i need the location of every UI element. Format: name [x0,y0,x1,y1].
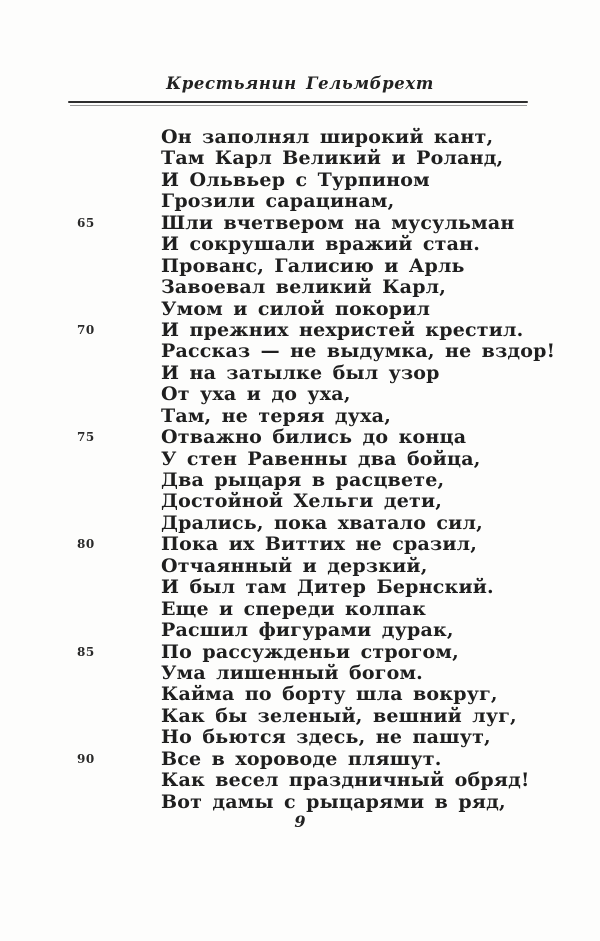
poem-line-text: Рассказ — не выдумка, не вздор! [161,340,556,363]
poem-line-text: Достойной Хельги дети, [161,490,443,513]
poem-line-text: Там, не теряя духа, [161,404,392,427]
header-rule [68,101,528,106]
line-number: 65 [77,215,95,230]
poem-line-text: Расшил фигурами дурак, [161,619,454,642]
poem-line [0,148,600,169]
poem-line [0,642,600,663]
header-rule-thin-line [70,105,527,106]
poem-line-text: Грозили сарацинам, [161,190,395,213]
poem-line [0,599,600,620]
poem-line [0,727,600,748]
poem-line [0,299,600,320]
poem-line [0,620,600,641]
poem-line-text: И Ольвьер с Турпином [161,168,430,191]
line-number: 80 [77,537,95,552]
poem-line [0,277,600,298]
poem-line-text: Шли вчетвером на мусульман [161,211,515,234]
poem-line [0,363,600,384]
poem-line [0,127,600,148]
poem-line [0,577,600,598]
poem-line-text: И сокрушали вражий стан. [161,233,481,256]
line-number: 85 [77,644,95,659]
poem-line [0,749,600,770]
poem-line-text: Еще и спереди колпак [161,597,426,620]
poem-line-text: Два рыцаря в расцвете, [161,469,445,491]
poem-line-text: Ума лишенный богом. [161,661,423,684]
poem-line [0,213,600,234]
poem-line [0,449,600,470]
poem-line [0,170,600,191]
poem-line-text: Отважно бились до конца [161,426,467,449]
header-rule-thick-line [68,101,528,103]
poem-line-text: Умом и силой покорил [161,297,431,320]
poem-line [0,406,600,427]
page-number: 9 [294,812,306,831]
poem-line-text: Там Карл Великий и Роланд, [161,147,504,170]
poem-line-text: Все в хороводе пляшут. [161,747,442,770]
poem-line [0,706,600,727]
poem-line-text: Пока их Виттих не сразил, [161,533,478,556]
poem-line [0,491,600,512]
poem-line [0,513,600,534]
poem-line [0,792,600,813]
line-number: 75 [77,430,95,445]
poem-line-text: И прежних нехристей крестил. [161,318,524,341]
poem-line-text: Прованс, Галисию и Арль [161,254,465,277]
poem-line-text: У стен Равенны два бойца, [161,447,481,470]
poem-line-text: Как бы зеленый, вешний луг, [161,704,517,727]
poem-line-text: Как весел праздничный обряд! [161,769,530,792]
poem-line-text: Вот дамы с рыцарями в ряд, [161,790,506,813]
poem-line [0,556,600,577]
poem-line-text: Но бьются здесь, не пашут, [161,726,491,749]
poem-body [0,127,600,813]
poem-line-text: И был там Дитер Бернский. [161,576,494,599]
poem-line [0,684,600,705]
poem-line-text: Кайма по борту шла вокруг, [161,683,498,706]
poem-line [0,770,600,791]
poem-line [0,470,600,491]
running-header-title: Крестьянин Гельмбрехт [166,74,434,93]
poem-line [0,341,600,362]
poem-line [0,663,600,684]
line-number: 90 [77,751,95,766]
poem-line [0,427,600,448]
poem-line [0,534,600,555]
poem-line [0,234,600,255]
poem-line [0,191,600,212]
line-number: 70 [77,322,95,337]
poem-line [0,256,600,277]
poem-line-text: От уха и до уха, [161,383,351,406]
poem-line-text: Дрались, пока хватало сил, [161,511,483,534]
poem-line-text: Завоевал великий Карл, [161,276,447,299]
poem-line [0,384,600,405]
poem-line-text: И на затылке был узор [161,361,440,384]
poem-line-text: Он заполнял широкий кант, [161,126,494,148]
poem-line-text: По рассужденьи строгом, [161,640,459,663]
poem-line-text: Отчаянный и дерзкий, [161,554,428,577]
poem-line [0,320,600,341]
